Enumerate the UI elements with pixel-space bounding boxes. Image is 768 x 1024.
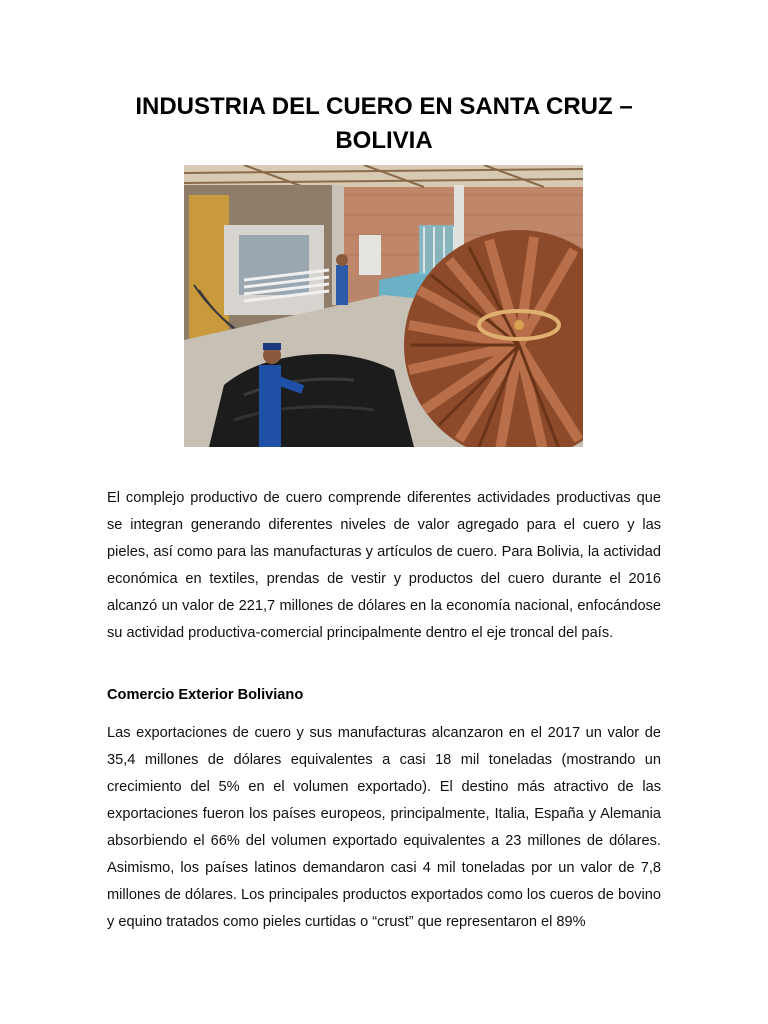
tannery-photo-illustration [184,165,583,447]
tannery-photo [184,165,583,447]
page-title: INDUSTRIA DEL CUERO EN SANTA CRUZ – BOLIVIA [135,93,633,154]
trade-paragraph: Las exportaciones de cuero y sus manufacturas alcanzaron en el 2017 un valor de 35,4 millones de dólares equivalentes a casi 18 mil toneladas (mostrando un crecimiento del 5% en el volumen exportado). El destino más atractivo de las exportaciones fueron los países europeos, principalmente, Italia, España y Alemania absorbiendo el 66% del volumen exportado equivalentes a 23 millones de dólares. Asimismo, los países latinos demandaron casi 4 mil toneladas por un valor de 7,8 millones de dólares. Los principales productos exportados como los cueros de bovino y equino tratados como pieles curtidas o “crust” que representaron el 89% [107,725,661,930]
intro-paragraph: El complejo productivo de cuero comprende diferentes actividades productivas que se integran generando diferentes niveles de valor agregado para el cuero y las pieles, así como para las manufacturas y artículos de cuero. Para Bolivia, la actividad económica en textiles, prendas de vestir y productos del cuero durante el 2016 alcanzó un valor de 221,7 millones de dólares en la economía nacional, enfocándose su actividad productiva-comercial principalmente dentro el eje troncal del país. [107,490,661,641]
section-heading: Comercio Exterior Boliviano [107,687,304,703]
